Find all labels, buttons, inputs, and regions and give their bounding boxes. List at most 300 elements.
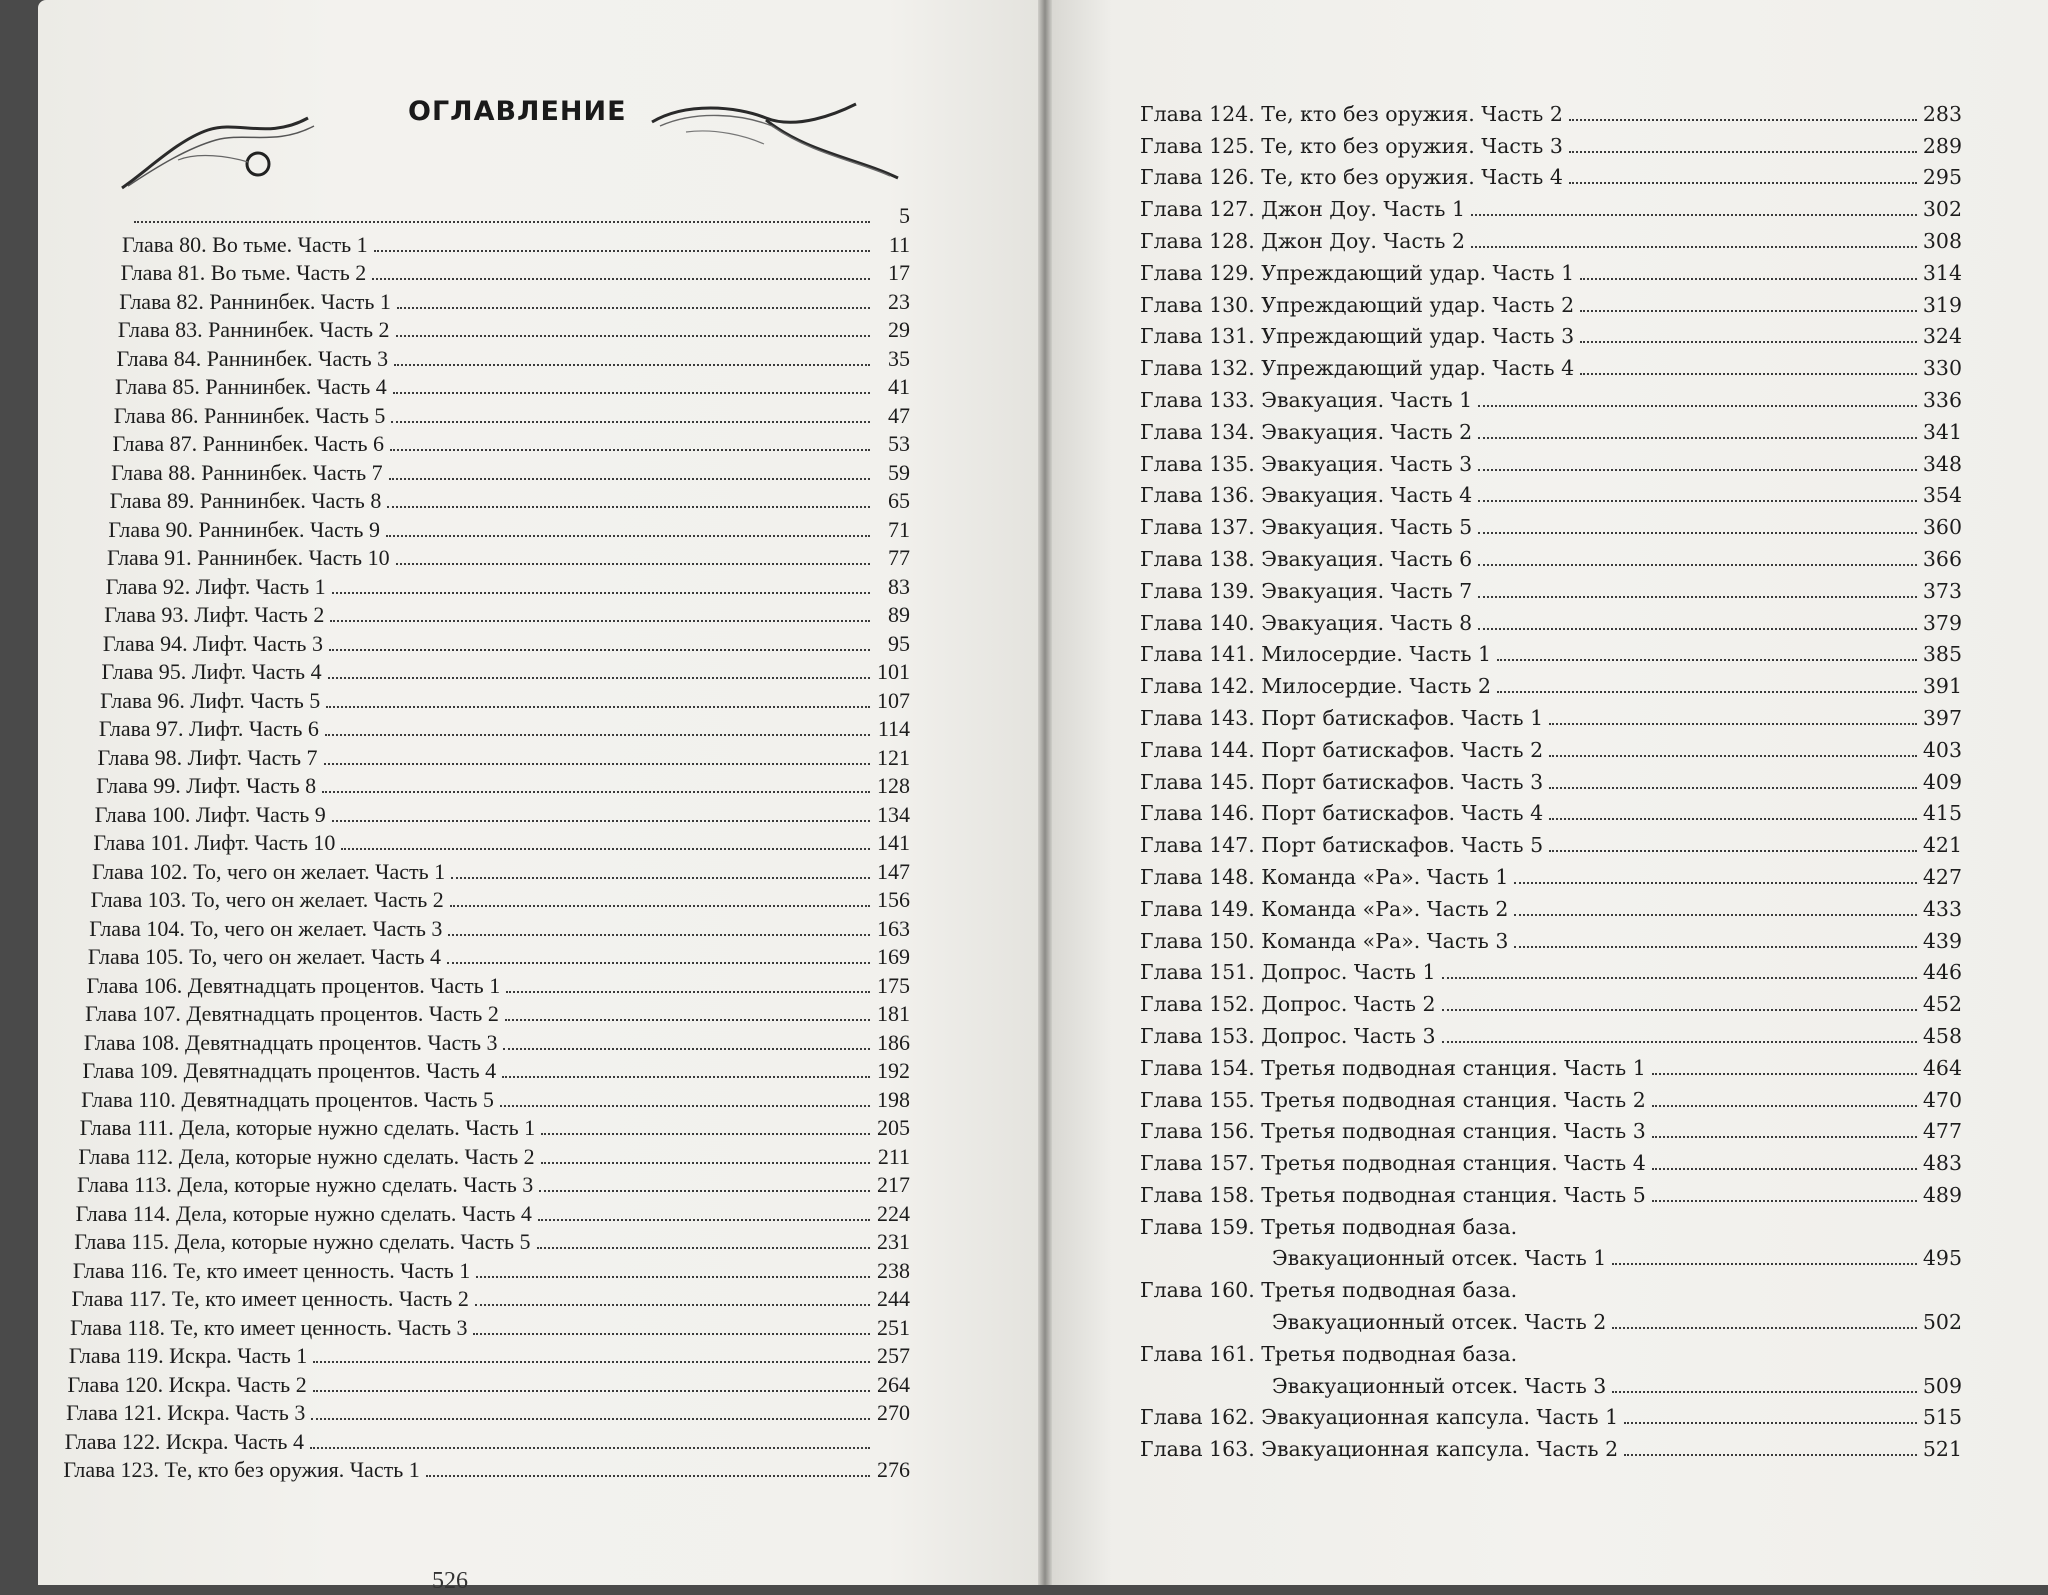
toc-dots [426, 1475, 870, 1477]
toc-dots [1580, 278, 1917, 280]
toc-page-number: 314 [1922, 260, 1962, 285]
toc-page-number: 251 [877, 1314, 910, 1340]
toc-entry [1140, 666, 1962, 698]
toc-page-number: 77 [888, 545, 910, 570]
page-number-footer: 526 [432, 1568, 468, 1594]
toc-entry [1140, 921, 1962, 953]
toc-entry-title: Эвакуационный отсек. Часть 3 [1272, 1373, 1607, 1398]
toc-page-number: 107 [877, 687, 910, 713]
toc-dots [1580, 373, 1917, 375]
toc-dots [329, 649, 870, 651]
toc-dots [537, 1247, 870, 1249]
toc-entry-title: Глава 104. То, чего он желает. Часть 3 [89, 915, 443, 941]
toc-dots [1612, 1327, 1917, 1329]
toc-dots [448, 934, 870, 936]
toc-entry-title: Глава 98. Лифт. Часть 7 [97, 744, 318, 770]
toc-dots [1549, 850, 1917, 852]
toc-dots [476, 1276, 870, 1278]
toc-dots [1652, 1168, 1917, 1170]
toc-dots [1478, 437, 1917, 439]
toc-dots [1580, 341, 1917, 343]
toc-entry [63, 1454, 910, 1483]
toc-entry-title: Глава 161. Третья подводная база. [1140, 1341, 1518, 1366]
toc-dots [1569, 151, 1917, 153]
toc-dots [1624, 1422, 1917, 1424]
toc-entry [1140, 603, 1962, 635]
toc-page-number: 427 [1922, 864, 1962, 889]
toc-page-number: 205 [877, 1115, 910, 1140]
toc-dots [1478, 405, 1917, 407]
toc-page-number: 502 [1922, 1310, 1962, 1335]
toc-entry-title: Глава 101. Лифт. Часть 10 [93, 830, 336, 855]
toc-entry [1140, 1080, 1962, 1112]
toc-page-number: 128 [877, 773, 910, 798]
toc-page-number: 439 [1922, 928, 1962, 953]
toc-dots [322, 791, 870, 793]
toc-entry-title: Глава 87. Раннинбек. Часть 6 [112, 431, 385, 456]
toc-entry [108, 513, 910, 542]
toc-entry [1140, 762, 1962, 794]
toc-entry [69, 1340, 910, 1369]
toc-entry [1140, 412, 1962, 444]
toc-entry-title: Глава 97. Лифт. Часть 6 [98, 716, 319, 741]
toc-page-number: 348 [1922, 451, 1962, 476]
toc-entry-title: Эвакуационный отсек. Часть 2 [1272, 1310, 1607, 1335]
toc-page-number: 59 [888, 459, 910, 485]
toc-entry [110, 485, 910, 514]
toc-entry-title: Глава 85. Раннинбек. Часть 4 [115, 374, 387, 399]
toc-page-number: 244 [877, 1286, 910, 1311]
toc-dots [1549, 755, 1917, 757]
toc-entry [1140, 1302, 1962, 1334]
toc-entry [103, 627, 910, 656]
toc-dots [541, 1133, 870, 1135]
toc-page-number: 175 [877, 972, 910, 998]
toc-entry [1140, 1429, 1962, 1461]
toc-dots [1549, 723, 1917, 725]
toc-page-number: 211 [877, 1143, 910, 1169]
toc-entry-title: Глава 129. Упреждающий удар. Часть 1 [1140, 260, 1575, 285]
toc-dots [372, 278, 870, 280]
toc-dots [1442, 1009, 1917, 1011]
toc-entry-title: Глава 110. Девятнадцать процентов. Часть 5 [81, 1086, 494, 1112]
toc-entry-title: Глава 81. Во тьме. Часть 2 [120, 260, 367, 285]
toc-entry-title: Глава 133. Эвакуация. Часть 1 [1140, 387, 1473, 412]
toc-page-number: 147 [877, 858, 910, 884]
toc-entry-title: Глава 134. Эвакуация. Часть 2 [1140, 419, 1473, 444]
toc-entry [107, 542, 910, 571]
toc-entry-title: Глава 135. Эвакуация. Часть 3 [1140, 451, 1473, 476]
toc-entry [1140, 1334, 1962, 1366]
toc-entry [1140, 730, 1962, 762]
toc-page-number: 270 [877, 1400, 910, 1425]
toc-page-number: 35 [888, 345, 910, 371]
toc-entry-title: Глава 122. Искра. Часть 4 [64, 1428, 304, 1454]
toc-page-number: 341 [1922, 419, 1962, 444]
toc-dots [1569, 119, 1917, 121]
toc-entry-title: Глава 143. Порт батискафов. Часть 1 [1140, 705, 1544, 730]
toc-dots [451, 877, 870, 879]
toc-entry [111, 456, 910, 485]
toc-page-number: 409 [1922, 769, 1962, 794]
toc-entry-title: Глава 115. Дела, которые нужно сделать. Часть 5 [74, 1229, 531, 1254]
toc-dots [313, 1361, 870, 1363]
toc-page-number: 458 [1922, 1023, 1962, 1048]
toc-page-number: 489 [1922, 1182, 1962, 1207]
toc-entry-title: Глава 139. Эвакуация. Часть 7 [1140, 578, 1473, 603]
toc-page-number: 114 [877, 716, 910, 741]
toc-page-number: 295 [1922, 165, 1962, 190]
toc-page-number: 446 [1922, 960, 1962, 985]
toc-dots [332, 592, 870, 594]
toc-page-number: 224 [877, 1200, 910, 1226]
toc-entry [1140, 1207, 1962, 1239]
toc-dots [1514, 914, 1916, 916]
toc-entry [1140, 1270, 1962, 1302]
toc-entry [1140, 348, 1962, 380]
toc-page-number: 163 [877, 915, 910, 941]
toc-entry [121, 257, 910, 286]
toc-page-number: 198 [877, 1086, 910, 1112]
toc-entry [65, 1425, 910, 1454]
toc-dots [1471, 246, 1917, 248]
toc-entry-title: Глава 105. То, чего он желает. Часть 4 [87, 944, 442, 969]
toc-entry [1140, 94, 1962, 126]
toc-entry [1140, 857, 1962, 889]
toc-entry-title: Глава 147. Порт батискафов. Часть 5 [1140, 833, 1544, 858]
toc-entry-title: Глава 95. Лифт. Часть 4 [101, 659, 322, 684]
toc-dots [1514, 882, 1916, 884]
toc-entry [87, 969, 910, 998]
toc-page-number: 276 [877, 1457, 910, 1482]
toc-entry-title: Глава 99. Лифт. Часть 8 [96, 773, 317, 798]
toc-dots [1624, 1454, 1917, 1456]
toc-page-number: 5 [899, 203, 910, 228]
toc-page-number: 121 [877, 744, 910, 770]
toc-entry [1140, 189, 1962, 221]
toc-entry [85, 998, 910, 1027]
toc-page-number: 47 [888, 402, 910, 428]
toc-entry-title: Глава 102. То, чего он желает. Часть 1 [92, 858, 446, 884]
toc-dots [1514, 946, 1916, 948]
toc-page-number: 302 [1922, 197, 1962, 222]
toc-page-number: 403 [1922, 737, 1962, 762]
toc-dots [374, 250, 870, 252]
left-ornament-icon [118, 100, 318, 192]
toc-page-number: 29 [888, 317, 910, 342]
toc-page-number: 354 [1922, 483, 1962, 508]
toc-entry-title: Глава 94. Лифт. Часть 3 [102, 630, 323, 656]
toc-dots [1478, 469, 1917, 471]
toc-dots [134, 221, 870, 223]
toc-entry-title: Глава 82. Раннинбек. Часть 1 [119, 288, 391, 314]
toc-page-number: 53 [888, 431, 910, 456]
toc-entry-title: Глава 86. Раннинбек. Часть 5 [113, 402, 386, 428]
toc-page-number: 289 [1922, 133, 1962, 158]
toc-dots [1478, 596, 1917, 598]
toc-entry-title: Глава 156. Третья подводная станция. Часть 3 [1140, 1119, 1646, 1144]
toc-page-number: 415 [1922, 801, 1962, 826]
toc-page-number: 373 [1922, 578, 1962, 603]
toc-entry-title: Глава 80. Во тьме. Часть 1 [122, 231, 368, 257]
toc-page-number: 483 [1922, 1151, 1962, 1176]
toc-dots [394, 364, 870, 366]
toc-entry [1140, 984, 1962, 1016]
toc-entry [1140, 635, 1962, 667]
toc-page-number: 509 [1922, 1373, 1962, 1398]
toc-entry-title: Глава 128. Джон Доу. Часть 2 [1140, 228, 1466, 253]
toc-page-number: 464 [1922, 1055, 1962, 1080]
toc-entry [1140, 1143, 1962, 1175]
toc-entry-title: Глава 159. Третья подводная база. [1140, 1214, 1518, 1239]
toc-dots [503, 1048, 870, 1050]
toc-entry [1140, 1048, 1962, 1080]
toc-entry [1140, 1016, 1962, 1048]
toc-entry [1140, 444, 1962, 476]
toc-entry [100, 684, 910, 713]
toc-dots [538, 1219, 870, 1221]
toc-entry-title: Глава 154. Третья подводная станция. Часть 1 [1140, 1055, 1646, 1080]
toc-entry-title: Глава 138. Эвакуация. Часть 6 [1140, 546, 1473, 571]
toc-dots [473, 1333, 870, 1335]
toc-entry [104, 599, 910, 628]
toc-entry [74, 1226, 910, 1255]
toc-dots [1478, 564, 1917, 566]
toc-entry-title: Глава 121. Искра. Часть 3 [66, 1400, 306, 1425]
toc-entry [112, 428, 910, 457]
toc-entry [1140, 1175, 1962, 1207]
toc-page-number: 521 [1922, 1437, 1962, 1462]
toc-entry-title: Глава 142. Милосердие. Часть 2 [1140, 674, 1492, 699]
toc-entry-title: Глава 84. Раннинбек. Часть 3 [116, 345, 389, 371]
toc-dots [1478, 500, 1917, 502]
toc-entry-title: Глава 163. Эвакуационная капсула. Часть 2 [1140, 1437, 1619, 1462]
toc-dots [500, 1105, 870, 1107]
toc-entry [82, 1055, 910, 1084]
toc-entry-title: Глава 111. Дела, которые нужно сделать. Часть 1 [79, 1115, 536, 1140]
toc-dots [386, 535, 870, 537]
toc-page-number: 186 [877, 1029, 910, 1055]
toc-page-number: 257 [877, 1343, 910, 1368]
toc-entry-title: Глава 126. Те, кто без оружия. Часть 4 [1140, 165, 1563, 190]
toc-entry [76, 1197, 910, 1226]
toc-entry [81, 1083, 910, 1112]
toc-entry [1140, 317, 1962, 349]
toc-intro-row [128, 200, 910, 228]
toc-page-number: 181 [877, 1001, 910, 1026]
toc-entry-title: Глава 112. Дела, которые нужно сделать. Часть 2 [78, 1143, 535, 1169]
toc-dots [310, 1447, 870, 1449]
toc-entry-title: Глава 90. Раннинбек. Часть 9 [108, 516, 380, 542]
toc-entry [114, 399, 910, 428]
toc-entry [93, 827, 910, 856]
toc-entry-title: Глава 120. Искра. Часть 2 [67, 1371, 307, 1397]
toc-entry [66, 1397, 910, 1426]
toc-dots [324, 763, 870, 765]
toc-entry-title: Глава 100. Лифт. Часть 9 [94, 801, 326, 827]
toc-entry-title: Глава 152. Допрос. Часть 2 [1140, 992, 1436, 1017]
toc-page-number: 470 [1922, 1087, 1962, 1112]
toc-page-number: 95 [888, 630, 910, 656]
toc-dots [447, 962, 870, 964]
toc-page-number: 238 [877, 1257, 910, 1283]
toc-entry-title: Глава 136. Эвакуация. Часть 4 [1140, 483, 1473, 508]
toc-entry [80, 1112, 910, 1141]
toc-left-column [62, 228, 910, 1482]
toc-entry [118, 314, 910, 343]
toc-dots [396, 563, 870, 565]
toc-page-number: 17 [888, 260, 910, 285]
toc-page-number: 71 [888, 516, 910, 542]
toc-entry [122, 228, 910, 257]
toc-entry-title: Глава 108. Девятнадцать процентов. Часть 3 [83, 1029, 498, 1055]
toc-page-number: 397 [1922, 705, 1962, 730]
toc-entry-title: Глава 140. Эвакуация. Часть 8 [1140, 610, 1473, 635]
toc-page-number: 141 [877, 830, 910, 855]
toc-entry [106, 570, 910, 599]
toc-dots [326, 706, 870, 708]
toc-entry-title: Глава 117. Те, кто имеет ценность. Часть 2 [71, 1286, 469, 1311]
toc-page-number: 324 [1922, 324, 1962, 349]
toc-dots [506, 991, 870, 993]
toc-page-number: 264 [877, 1371, 910, 1397]
toc-dots [1497, 659, 1917, 661]
toc-entry-title: Глава 109. Девятнадцать процентов. Часть 4 [82, 1058, 497, 1083]
right-ornament-icon [646, 92, 906, 184]
toc-entry [1140, 253, 1962, 285]
toc-page-number: 134 [877, 801, 910, 827]
toc-entry [78, 1140, 910, 1169]
toc-dots [391, 421, 870, 423]
toc-page-number: 360 [1922, 515, 1962, 540]
toc-entry [97, 741, 910, 770]
toc-entry-title: Глава 157. Третья подводная станция. Часть 4 [1140, 1151, 1646, 1176]
toc-dots [450, 905, 870, 907]
toc-entry [72, 1283, 910, 1312]
toc-page-number: 477 [1922, 1119, 1962, 1144]
toc-entry-title: Глава 150. Команда «Ра». Часть 3 [1140, 928, 1509, 953]
toc-entry [1140, 158, 1962, 190]
toc-dots [325, 734, 870, 736]
toc-dots [1549, 787, 1917, 789]
toc-dots [1652, 1200, 1917, 1202]
toc-entry-title: Глава 162. Эвакуационная капсула. Часть 1 [1140, 1405, 1619, 1430]
toc-entry-title: Глава 130. Упреждающий удар. Часть 2 [1140, 292, 1575, 317]
toc-page-number: 330 [1922, 356, 1962, 381]
toc-entry-title: Глава 91. Раннинбек. Часть 10 [107, 545, 390, 570]
toc-entry [1140, 889, 1962, 921]
toc-page-number: 101 [877, 659, 910, 684]
toc-entry [1140, 1398, 1962, 1430]
toc-dots [1471, 214, 1917, 216]
toc-page-number: 283 [1922, 101, 1962, 126]
toc-dots [330, 620, 870, 622]
toc-page-number: 83 [888, 573, 910, 599]
toc-dots [313, 1390, 870, 1392]
toc-entry [1140, 380, 1962, 412]
toc-dots [1478, 628, 1917, 630]
toc-page-number: 231 [877, 1229, 910, 1254]
toc-page-number: 515 [1922, 1405, 1962, 1430]
toc-entry-title: Глава 93. Лифт. Часть 2 [104, 602, 325, 627]
toc-page-number: 452 [1922, 992, 1962, 1017]
toc-dots [387, 506, 870, 508]
toc-entry-title: Глава 141. Милосердие. Часть 1 [1140, 642, 1492, 667]
toc-dots [390, 449, 870, 451]
toc-entry-title: Глава 132. Упреждающий удар. Часть 4 [1140, 356, 1575, 381]
toc-entry [99, 713, 910, 742]
toc-page-number: 192 [877, 1058, 910, 1083]
toc-entry-title: Глава 96. Лифт. Часть 5 [100, 687, 321, 713]
toc-entry-title: Глава 144. Порт батискафов. Часть 2 [1140, 737, 1544, 762]
toc-dots [389, 478, 870, 480]
toc-entry [1140, 126, 1962, 158]
toc-page-number: 379 [1922, 610, 1962, 635]
toc-entry-title: Глава 158. Третья подводная станция. Часть 5 [1140, 1182, 1646, 1207]
toc-dots [1442, 1041, 1917, 1043]
toc-entry [95, 798, 910, 827]
toc-entry [1140, 1366, 1962, 1398]
toc-entry [1140, 953, 1962, 985]
toc-dots [341, 848, 870, 850]
toc-entry-title: Глава 83. Раннинбек. Часть 2 [117, 317, 390, 342]
toc-dots [539, 1190, 870, 1192]
toc-entry-title: Глава 148. Команда «Ра». Часть 1 [1140, 864, 1509, 889]
toc-entry [70, 1311, 910, 1340]
toc-page-number: 308 [1922, 228, 1962, 253]
toc-entry [67, 1368, 910, 1397]
toc-dots [502, 1076, 870, 1078]
toc-entry [77, 1169, 910, 1198]
toc-dots [505, 1019, 870, 1021]
toc-entry [1140, 571, 1962, 603]
toc-entry [102, 656, 910, 685]
toc-entry-title: Глава 145. Порт батискафов. Часть 3 [1140, 769, 1544, 794]
toc-page-number: 23 [888, 288, 910, 314]
toc-entry [1140, 221, 1962, 253]
toc-entry [1140, 1239, 1962, 1271]
toc-entry-title: Глава 119. Искра. Часть 1 [68, 1343, 308, 1368]
toc-page-number: 336 [1922, 387, 1962, 412]
toc-entry-title: Глава 116. Те, кто имеет ценность. Часть 1 [72, 1257, 471, 1283]
toc-dots [475, 1304, 870, 1306]
toc-entry-title: Глава 155. Третья подводная станция. Часть 2 [1140, 1087, 1646, 1112]
toc-entry [119, 285, 910, 314]
toc-page-number: 156 [877, 887, 910, 912]
toc-entry [91, 884, 910, 913]
toc-page-number: 433 [1922, 896, 1962, 921]
toc-entry-title: Глава 118. Те, кто имеет ценность. Часть 3 [70, 1314, 468, 1340]
toc-entry-title: Глава 113. Дела, которые нужно сделать. Часть 3 [77, 1172, 534, 1197]
toc-page-number: 65 [888, 488, 910, 513]
toc-entry-title: Глава 127. Джон Доу. Часть 1 [1140, 197, 1466, 222]
toc-entry [73, 1254, 910, 1283]
toc-entry-title: Глава 92. Лифт. Часть 1 [105, 573, 326, 599]
toc-entry-title: Глава 146. Порт батискафов. Часть 4 [1140, 801, 1544, 826]
toc-dots [1580, 310, 1917, 312]
toc-page-number: 89 [888, 602, 910, 627]
toc-dots [1612, 1391, 1917, 1393]
toc-dots [1549, 818, 1917, 820]
toc-entry [1140, 698, 1962, 730]
toc-entry-title: Глава 106. Девятнадцать процентов. Часть 1 [86, 972, 501, 998]
toc-entry-title: Глава 131. Упреждающий удар. Часть 3 [1140, 324, 1575, 349]
toc-entry-title: Глава 125. Те, кто без оружия. Часть 3 [1140, 133, 1563, 158]
toc-entry [84, 1026, 910, 1055]
toc-page-number: 495 [1922, 1246, 1962, 1271]
toc-page-number: 169 [877, 944, 910, 969]
toc-dots [1652, 1105, 1917, 1107]
